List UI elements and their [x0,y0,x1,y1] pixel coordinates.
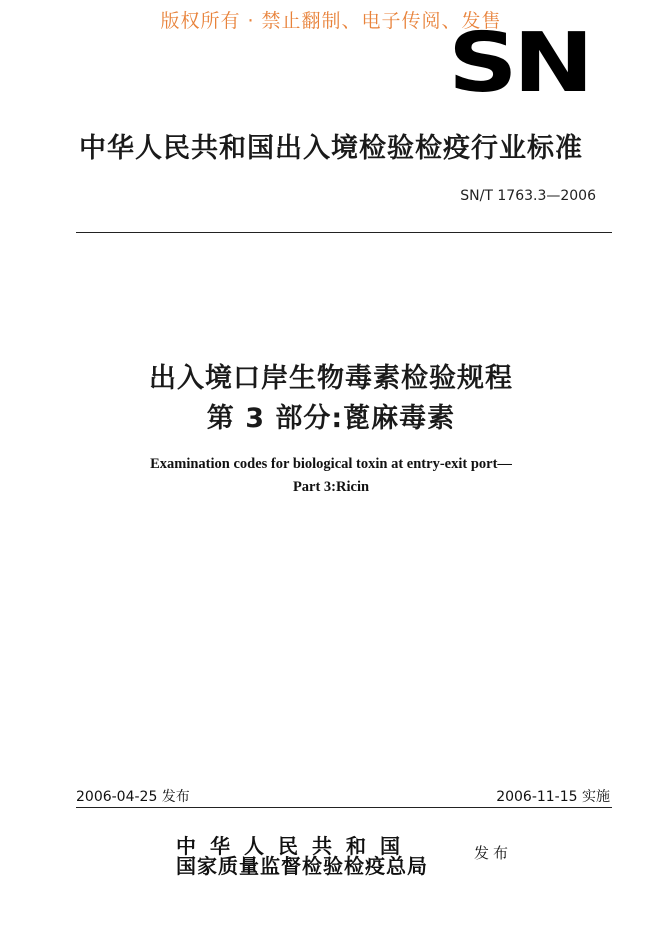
standard-code: SN/T 1763.3—2006 [460,188,596,204]
title-english: Examination codes for biological toxin at entry-exit port— [150,456,512,472]
standard-organization: 中华人民共和国出入境检验检疫行业标准 [79,133,583,164]
implementation-date: 2006-11-15 实施 [496,789,610,805]
subtitle-english: Part 3:Ricin [292,479,370,495]
issuer-action: 发布 [474,844,513,862]
footer-divider [76,807,612,808]
sn-logo: SN [448,16,590,111]
issuer-country: 中华人民共和国 [176,834,414,858]
header-divider [76,232,612,233]
issue-date: 2006-04-25 发布 [76,789,190,805]
title-chinese: 出入境口岸生物毒素检验规程 [149,363,513,394]
subtitle-chinese: 第 3 部分:蓖麻毒素 [206,403,456,434]
watermark-text: 版权所有 · 禁止翻制、电子传阅、发售 [160,10,502,32]
issuer-agency: 国家质量监督检验检疫总局 [176,854,428,878]
